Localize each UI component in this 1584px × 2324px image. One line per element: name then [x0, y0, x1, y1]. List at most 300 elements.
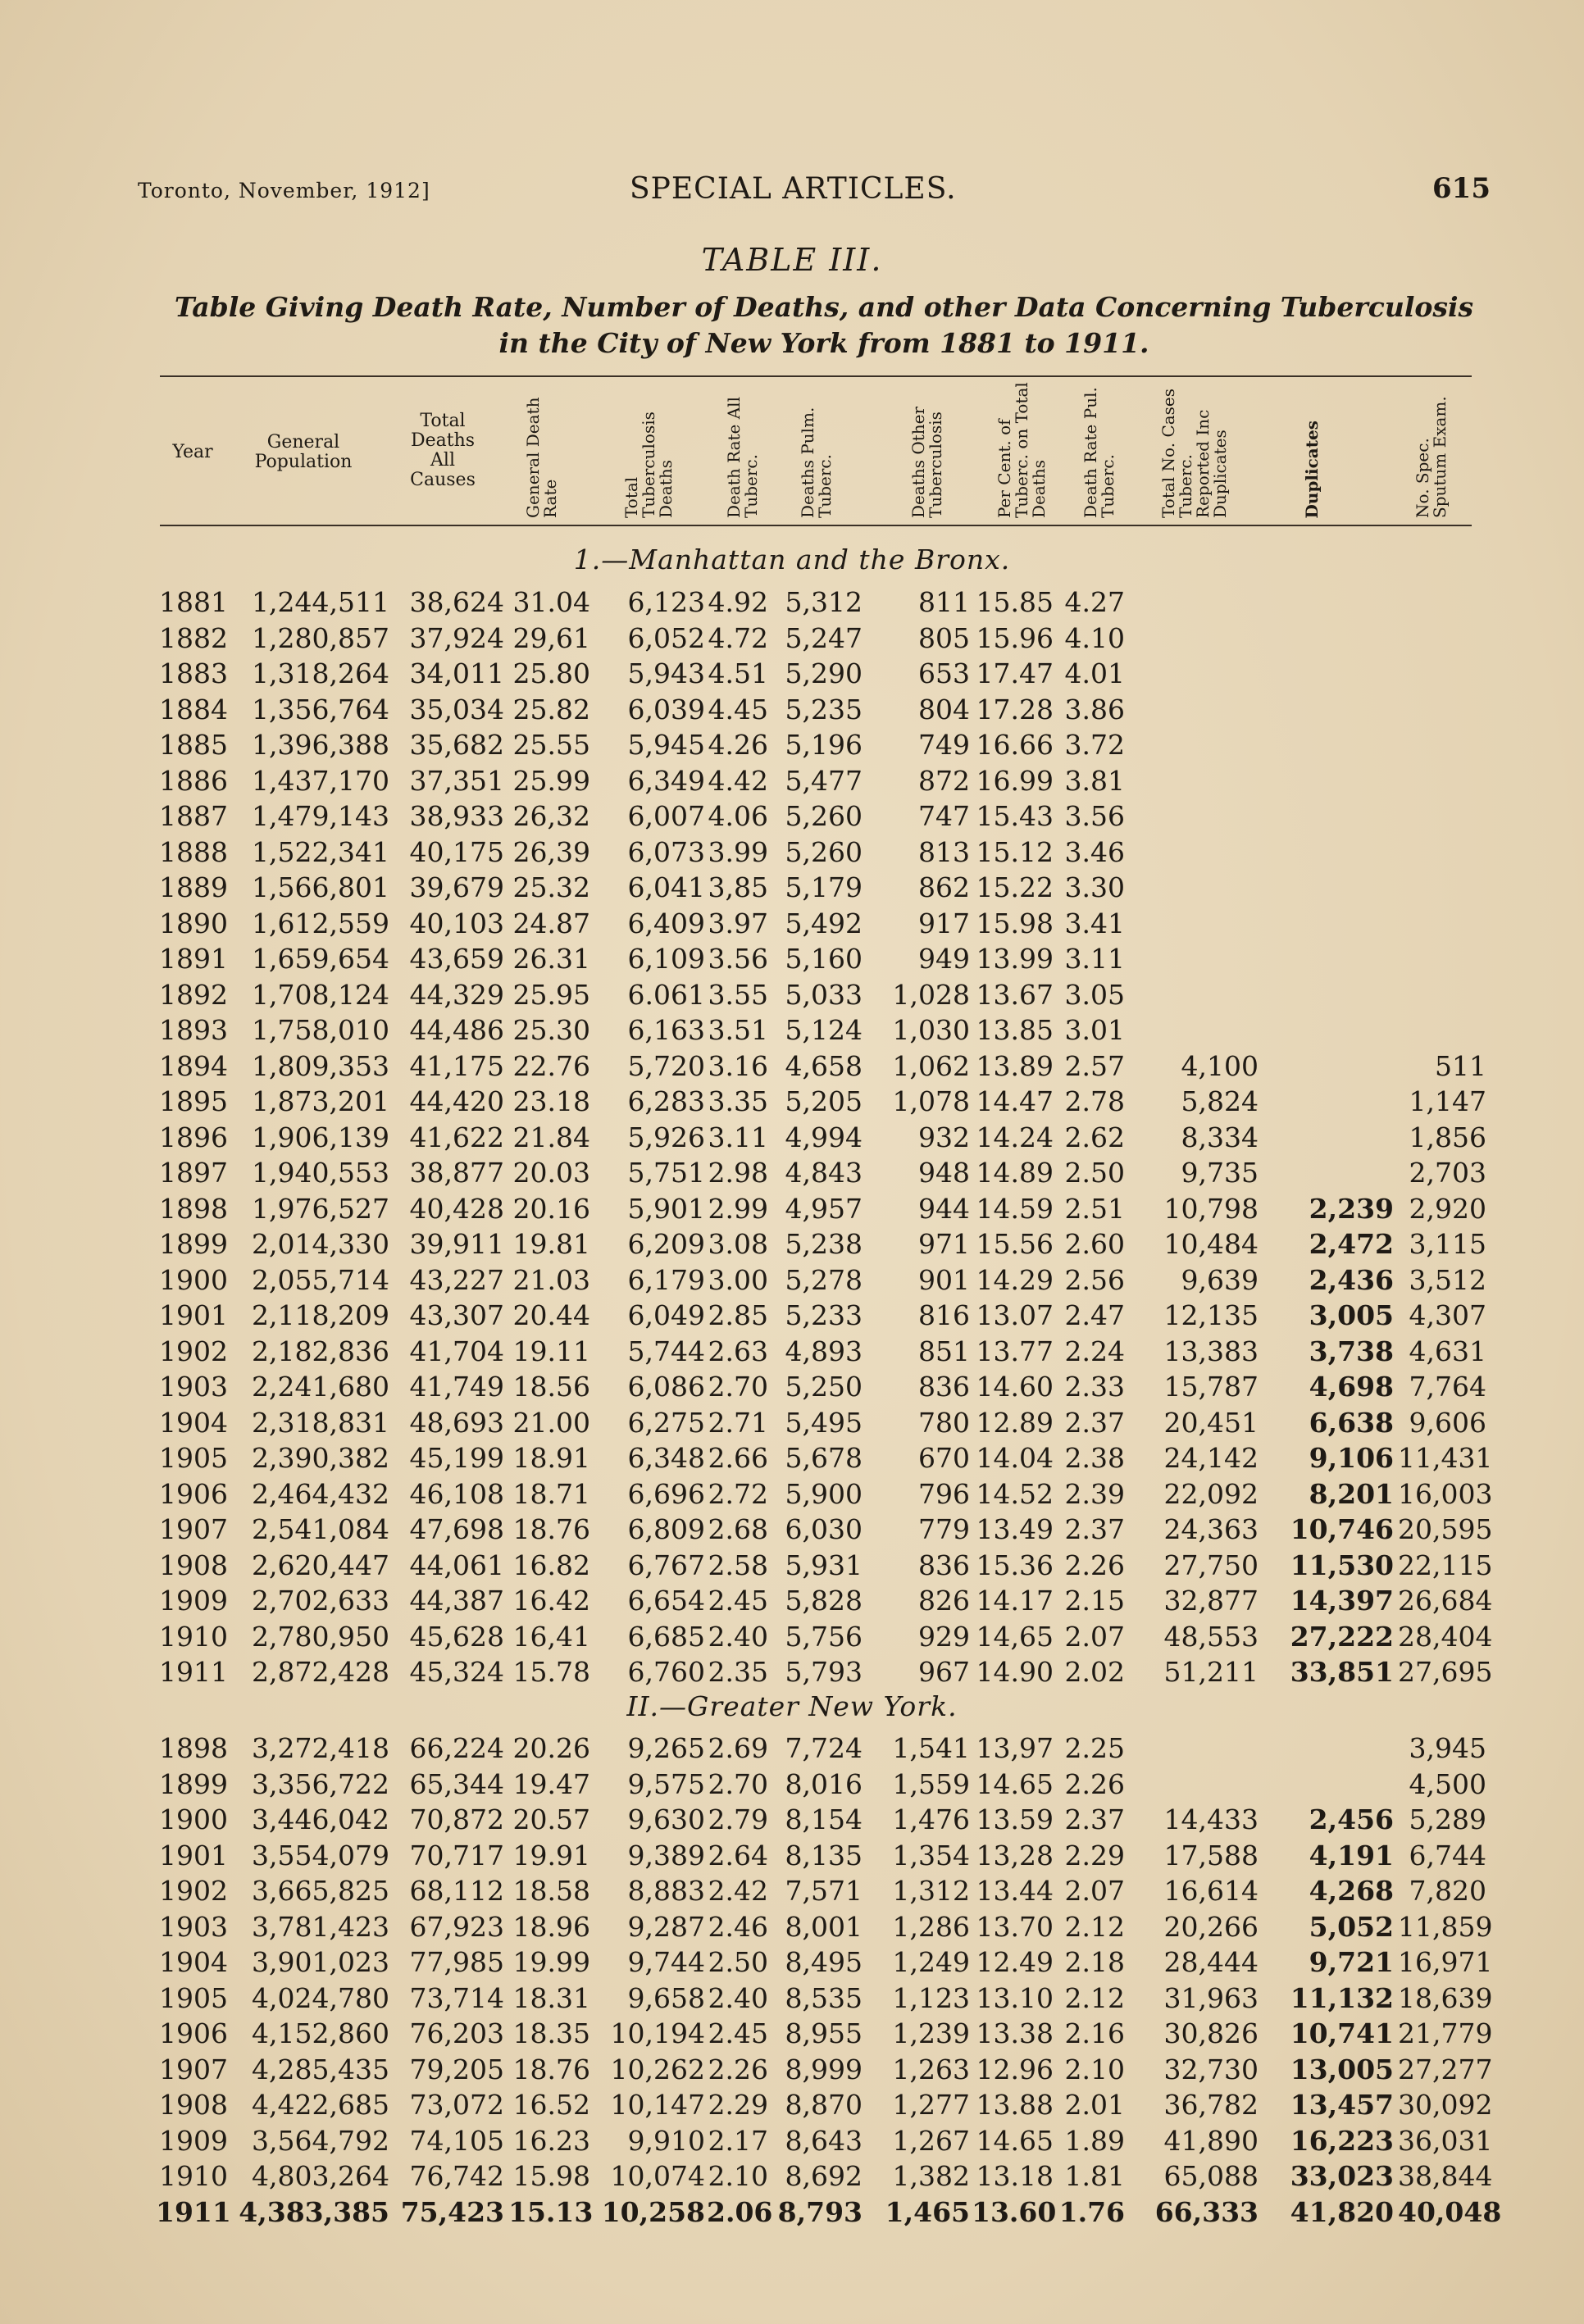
table-cell: 17,588	[1163, 1839, 1259, 1871]
table-cell: 10,147	[610, 2089, 705, 2121]
table-cell: 31,963	[1163, 1981, 1259, 2014]
table-cell: 15.43	[976, 800, 1054, 832]
table-cell: 2,436	[1309, 1263, 1394, 1296]
table-cell: 5,235	[785, 693, 863, 725]
table-cell: 13.89	[976, 1049, 1054, 1082]
table-cell: 9,606	[1409, 1406, 1486, 1439]
table-cell: 4.10	[1064, 621, 1125, 654]
table-cell: 1,244,511	[252, 586, 389, 618]
table-cell: 8,955	[785, 2017, 863, 2049]
table-row	[0, 2196, 1584, 2232]
table-row	[0, 729, 1584, 765]
table-cell: 13.49	[976, 1513, 1054, 1545]
table-cell: 1903	[159, 1910, 228, 1943]
table-cell: 20,595	[1398, 1513, 1493, 1545]
table-cell: 6,744	[1409, 1839, 1486, 1871]
table-cell: 25.95	[512, 978, 590, 1011]
table-cell: 19.99	[512, 1946, 590, 1978]
table-cell: 2,920	[1409, 1192, 1486, 1225]
column-header-general-death-rate: General Death Rate	[523, 397, 560, 518]
table-cell: 2.26	[1064, 1549, 1125, 1581]
table-cell: 2.70	[708, 1767, 768, 1800]
table-cell: 9,389	[627, 1839, 705, 1871]
table-cell: 4,383,385	[239, 2195, 389, 2228]
header-rule	[160, 525, 1472, 526]
table-cell: 4.26	[708, 729, 768, 761]
table-cell: 2.78	[1064, 1085, 1125, 1117]
column-header-death-rate-pul-tuberc: Death Rate Pul. Tuberc.	[1081, 387, 1117, 518]
table-cell: 872	[918, 764, 970, 797]
table-cell: 4,422,685	[252, 2089, 389, 2121]
table-cell: 1,382	[892, 2160, 970, 2192]
table-cell: 3.16	[708, 1049, 768, 1082]
table-cell: 2,872,428	[252, 1656, 389, 1688]
table-cell: 25.30	[512, 1014, 590, 1046]
table-cell: 38,933	[409, 800, 504, 832]
table-cell: 826	[918, 1585, 970, 1617]
table-cell: 1,318,264	[252, 657, 389, 689]
table-cell: 14.89	[976, 1157, 1054, 1189]
table-cell: 7,724	[785, 1732, 863, 1764]
table-cell: 747	[918, 800, 970, 832]
table-cell: 9,287	[627, 1910, 705, 1943]
table-cell: 13.99	[976, 943, 1054, 975]
table-cell: 3,665,825	[252, 1875, 389, 1907]
table-cell: 5,233	[785, 1299, 863, 1331]
table-cell: 13.70	[976, 1910, 1054, 1943]
table-cell: 15.12	[976, 835, 1054, 868]
table-cell: 74,105	[409, 2124, 504, 2157]
table-cell: 16.99	[976, 764, 1054, 797]
table-cell: 1,396,388	[252, 729, 389, 761]
table-cell: 20.57	[512, 1803, 590, 1835]
table-cell: 3.11	[1064, 943, 1125, 975]
table-cell: 3.72	[1064, 729, 1125, 761]
table-cell: 18.56	[512, 1371, 590, 1403]
table-cell: 948	[918, 1157, 970, 1189]
table-cell: 16,003	[1398, 1477, 1493, 1510]
table-cell: 2.40	[708, 1981, 768, 2014]
table-cell: 511	[1435, 1049, 1486, 1082]
table-row	[0, 979, 1584, 1015]
table-cell: 1897	[159, 1157, 228, 1189]
table-cell: 1,263	[892, 2053, 970, 2085]
table-cell: 1.81	[1064, 2160, 1125, 2192]
table-cell: 37,924	[409, 621, 504, 654]
table-cell: 749	[918, 729, 970, 761]
table-cell: 1892	[159, 978, 228, 1011]
table-cell: 805	[918, 621, 970, 654]
table-cell: 1903	[159, 1371, 228, 1403]
table-cell: 8,201	[1309, 1477, 1394, 1510]
table-cell: 5,247	[785, 621, 863, 654]
table-cell: 6,123	[627, 586, 705, 618]
table-cell: 40,175	[409, 835, 504, 868]
table-cell: 2.99	[708, 1192, 768, 1225]
top-rule	[160, 375, 1472, 377]
table-cell: 28,444	[1163, 1946, 1259, 1978]
table-cell: 5,052	[1309, 1910, 1394, 1943]
table-cell: 8,883	[627, 1875, 705, 1907]
table-cell: 25.99	[512, 764, 590, 797]
table-cell: 68,112	[409, 1875, 504, 1907]
table-cell: 33,023	[1290, 2160, 1394, 2192]
table-cell: 4.92	[708, 586, 768, 618]
table-cell: 1906	[159, 2017, 228, 2049]
table-cell: 13,28	[976, 1839, 1054, 1871]
table-cell: 1899	[159, 1767, 228, 1800]
table-cell: 3.01	[1064, 1014, 1125, 1046]
table-body-manhattan	[0, 586, 1584, 1692]
table-cell: 5,931	[785, 1549, 863, 1581]
table-cell: 9,910	[627, 2124, 705, 2157]
table-cell: 17.28	[976, 693, 1054, 725]
table-cell: 14.60	[976, 1371, 1054, 1403]
table-cell: 3.08	[708, 1228, 768, 1260]
table-cell: 3,738	[1309, 1335, 1394, 1367]
table-cell: 41,175	[409, 1049, 504, 1082]
table-cell: 6,007	[627, 800, 705, 832]
table-row	[0, 586, 1584, 622]
table-cell: 35,682	[409, 729, 504, 761]
table-cell: 3.46	[1064, 835, 1125, 868]
table-cell: 20.16	[512, 1192, 590, 1225]
table-row	[0, 1085, 1584, 1121]
table-cell: 48,553	[1163, 1620, 1259, 1653]
table-cell: 36,782	[1163, 2089, 1259, 2121]
table-cell: 3.05	[1064, 978, 1125, 1011]
table-cell: 15.96	[976, 621, 1054, 654]
table-cell: 2.57	[1064, 1049, 1125, 1082]
table-cell: 2.79	[708, 1803, 768, 1835]
table-cell: 7,820	[1409, 1875, 1486, 1907]
table-cell: 17.47	[976, 657, 1054, 689]
table-cell: 41,890	[1163, 2124, 1259, 2157]
table-cell: 13.88	[976, 2089, 1054, 2121]
table-cell: 6,638	[1309, 1406, 1394, 1439]
table-cell: 3,446,042	[252, 1803, 389, 1835]
table-cell: 1,312	[892, 1875, 970, 1907]
table-cell: 5,943	[627, 657, 705, 689]
table-cell: 1902	[159, 1875, 228, 1907]
table-cell: 10,258	[601, 2195, 705, 2228]
table-cell: 1,940,553	[252, 1157, 389, 1189]
table-cell: 1911	[159, 1656, 228, 1688]
table-cell: 2,702,633	[252, 1585, 389, 1617]
table-cell: 40,428	[409, 1192, 504, 1225]
table-cell: 4,268	[1309, 1875, 1394, 1907]
column-header-deaths-other-tuberculosis: Deaths Other Tuberculosis	[908, 406, 945, 518]
table-cell: 967	[918, 1656, 970, 1688]
table-cell: 15.85	[976, 586, 1054, 618]
table-cell: 5,312	[785, 586, 863, 618]
table-cell: 14,65	[976, 1620, 1054, 1653]
table-cell: 4.06	[708, 800, 768, 832]
table-cell: 2.37	[1064, 1513, 1125, 1545]
table-row	[0, 1982, 1584, 2018]
table-cell: 1905	[159, 1442, 228, 1474]
table-cell: 1,522,341	[252, 835, 389, 868]
table-cell: 971	[918, 1228, 970, 1260]
table-cell: 4,152,860	[252, 2017, 389, 2049]
table-cell: 2,472	[1309, 1228, 1394, 1260]
table-cell: 12.89	[976, 1406, 1054, 1439]
table-cell: 1893	[159, 1014, 228, 1046]
table-row	[0, 1732, 1584, 1768]
table-row	[0, 1549, 1584, 1585]
table-cell: 22,092	[1163, 1477, 1259, 1510]
table-row	[0, 1911, 1584, 1947]
table-cell: 2,780,950	[252, 1620, 389, 1653]
table-row	[0, 1193, 1584, 1229]
table-cell: 15.22	[976, 871, 1054, 903]
table-cell: 2.60	[1064, 1228, 1125, 1260]
table-cell: 1907	[159, 2053, 228, 2085]
table-cell: 5,901	[627, 1192, 705, 1225]
section-heading-manhattan: 1.—Manhattan and the Bronx.	[573, 543, 1011, 575]
column-header-deaths-pulm-tuberc: Deaths Pulm. Tuberc.	[798, 407, 835, 518]
table-cell: 51,211	[1163, 1656, 1259, 1688]
table-cell: 3.55	[708, 978, 768, 1011]
table-cell: 16,614	[1163, 1875, 1259, 1907]
table-cell: 1894	[159, 1049, 228, 1082]
table-cell: 28,404	[1398, 1620, 1493, 1653]
table-cell: 8,135	[785, 1839, 863, 1871]
table-cell: 43,659	[409, 943, 504, 975]
table-row	[0, 1157, 1584, 1193]
table-cell: 1909	[159, 1585, 228, 1617]
table-cell: 3.51	[708, 1014, 768, 1046]
table-cell: 3,564,792	[252, 2124, 389, 2157]
table-cell: 14.24	[976, 1121, 1054, 1153]
table-cell: 2.33	[1064, 1371, 1125, 1403]
table-cell: 7,571	[785, 1875, 863, 1907]
table-cell: 8,692	[785, 2160, 863, 2192]
table-cell: 2,055,714	[252, 1263, 389, 1296]
table-row	[0, 1014, 1584, 1050]
table-cell: 2.72	[708, 1477, 768, 1510]
section-heading-greater-new-york: II.—Greater New York.	[626, 1690, 958, 1722]
table-cell: 5,945	[627, 729, 705, 761]
table-cell: 13.85	[976, 1014, 1054, 1046]
table-cell: 48,693	[409, 1406, 504, 1439]
table-cell: 2.37	[1064, 1803, 1125, 1835]
table-cell: 1,476	[892, 1803, 970, 1835]
table-cell: 1904	[159, 1946, 228, 1978]
column-headers	[0, 379, 1584, 523]
table-cell: 67,923	[409, 1910, 504, 1943]
table-cell: 2.68	[708, 1513, 768, 1545]
table-cell: 66,224	[409, 1732, 504, 1764]
table-cell: 13,005	[1290, 2053, 1394, 2085]
table-cell: 4.01	[1064, 657, 1125, 689]
table-cell: 2.26	[1064, 1767, 1125, 1800]
column-header-total-cases-reported: Total No. Cases Tuberc. Reported Inc Duplicates	[1158, 388, 1230, 518]
table-cell: 2.69	[708, 1732, 768, 1764]
table-cell: 5,678	[785, 1442, 863, 1474]
table-cell: 2.17	[708, 2124, 768, 2157]
table-cell: 8,793	[777, 2195, 863, 2228]
table-cell: 2.29	[708, 2089, 768, 2121]
table-cell: 6,086	[627, 1371, 705, 1403]
table-cell: 1,758,010	[252, 1014, 389, 1046]
table-cell: 14.65	[976, 2124, 1054, 2157]
table-cell: 1,078	[892, 1085, 970, 1117]
table-cell: 944	[918, 1192, 970, 1225]
table-cell: 1889	[159, 871, 228, 903]
table-row	[0, 1478, 1584, 1514]
table-cell: 3,554,079	[252, 1839, 389, 1871]
table-cell: 862	[918, 871, 970, 903]
table-cell: 1,239	[892, 2017, 970, 2049]
table-cell: 8,154	[785, 1803, 863, 1835]
table-cell: 1,659,654	[252, 943, 389, 975]
table-cell: 2.06	[707, 2195, 773, 2228]
table-cell: 2,239	[1309, 1192, 1394, 1225]
table-cell: 9,106	[1309, 1442, 1394, 1474]
table-cell: 2.45	[708, 1585, 768, 1617]
table-cell: 29,61	[512, 621, 590, 654]
table-cell: 16.52	[512, 2089, 590, 2121]
table-cell: 8,999	[785, 2053, 863, 2085]
table-cell: 1885	[159, 729, 228, 761]
table-cell: 779	[918, 1513, 970, 1545]
table-cell: 2.12	[1064, 1910, 1125, 1943]
table-cell: 14.29	[976, 1263, 1054, 1296]
table-cell: 21.03	[512, 1263, 590, 1296]
column-header-duplicates: Duplicates	[1302, 420, 1322, 518]
table-cell: 1888	[159, 835, 228, 868]
table-cell: 4.45	[708, 693, 768, 725]
table-cell: 12.49	[976, 1946, 1054, 1978]
table-cell: 3.11	[708, 1121, 768, 1153]
table-cell: 5,196	[785, 729, 863, 761]
table-cell: 21,779	[1398, 2017, 1493, 2049]
table-cell: 2.18	[1064, 1946, 1125, 1978]
table-cell: 6,809	[627, 1513, 705, 1545]
table-cell: 3,005	[1309, 1299, 1394, 1331]
table-cell: 9,575	[627, 1767, 705, 1800]
table-row	[0, 2089, 1584, 2125]
table-cell: 1900	[159, 1803, 228, 1835]
table-cell: 6,685	[627, 1620, 705, 1653]
table-cell: 2.07	[1064, 1620, 1125, 1653]
table-cell: 10,194	[610, 2017, 705, 2049]
table-cell: 1,286	[892, 1910, 970, 1943]
table-cell: 1905	[159, 1981, 228, 2014]
table-row	[0, 1050, 1584, 1086]
table-cell: 1902	[159, 1335, 228, 1367]
table-cell: 20.26	[512, 1732, 590, 1764]
table-cell: 2.85	[708, 1299, 768, 1331]
table-cell: 4,024,780	[252, 1981, 389, 2014]
table-cell: 2.46	[708, 1910, 768, 1943]
table-row	[0, 943, 1584, 979]
table-row	[0, 1407, 1584, 1443]
table-cell: 2,541,084	[252, 1513, 389, 1545]
table-cell: 6,049	[627, 1299, 705, 1331]
table-cell: 5,793	[785, 1656, 863, 1688]
table-cell: 3,115	[1409, 1228, 1486, 1260]
table-cell: 66,333	[1154, 2195, 1259, 2228]
table-row	[0, 765, 1584, 801]
table-cell: 10,074	[610, 2160, 705, 2192]
table-cell: 26,39	[512, 835, 590, 868]
table-cell: 1,123	[892, 1981, 970, 2014]
table-cell: 77,985	[409, 1946, 504, 1978]
table-cell: 13,383	[1163, 1335, 1259, 1367]
table-cell: 33,851	[1290, 1656, 1394, 1688]
table-cell: 24,142	[1163, 1442, 1259, 1474]
table-cell: 2.98	[708, 1157, 768, 1189]
table-cell: 3,272,418	[252, 1732, 389, 1764]
table-cell: 14.65	[976, 1767, 1054, 1800]
table-cell: 1,147	[1409, 1085, 1486, 1117]
table-cell: 3.56	[708, 943, 768, 975]
table-cell: 6,041	[627, 871, 705, 903]
table-cell: 8,334	[1181, 1121, 1259, 1153]
table-cell: 18.76	[512, 2053, 590, 2085]
table-cell: 670	[918, 1442, 970, 1474]
table-cell: 3.86	[1064, 693, 1125, 725]
table-cell: 3.30	[1064, 871, 1125, 903]
table-cell: 5,926	[627, 1121, 705, 1153]
table-cell: 13.18	[976, 2160, 1054, 2192]
table-cell: 20.44	[512, 1299, 590, 1331]
table-cell: 22,115	[1398, 1549, 1493, 1581]
table-cell: 3,945	[1409, 1732, 1486, 1764]
table-cell: 1,566,801	[252, 871, 389, 903]
table-row	[0, 657, 1584, 694]
table-cell: 27,750	[1163, 1549, 1259, 1581]
table-cell: 45,324	[409, 1656, 504, 1688]
table-cell: 1,906,139	[252, 1121, 389, 1153]
column-header-death-rate-all-tuberc: Death Rate All Tuberc.	[724, 397, 761, 518]
table-cell: 5,492	[785, 907, 863, 939]
table-cell: 4,957	[785, 1192, 863, 1225]
table-cell: 30,826	[1163, 2017, 1259, 2049]
table-cell: 27,277	[1398, 2053, 1493, 2085]
table-cell: 3.81	[1064, 764, 1125, 797]
table-cell: 5,160	[785, 943, 863, 975]
table-cell: 2.07	[1064, 1875, 1125, 1907]
table-cell: 1882	[159, 621, 228, 654]
table-cell: 16.23	[512, 2124, 590, 2157]
table-cell: 6,179	[627, 1263, 705, 1296]
table-cell: 5,744	[627, 1335, 705, 1367]
table-cell: 15.36	[976, 1549, 1054, 1581]
table-cell: 76,742	[409, 2160, 504, 2192]
table-cell: 1,976,527	[252, 1192, 389, 1225]
table-cell: 2.40	[708, 1620, 768, 1653]
table-cell: 4,500	[1409, 1767, 1486, 1800]
table-cell: 2.62	[1064, 1121, 1125, 1153]
table-cell: 2.63	[708, 1335, 768, 1367]
table-row	[0, 1335, 1584, 1371]
table-row	[0, 1656, 1584, 1692]
table-cell: 15,787	[1163, 1371, 1259, 1403]
table-cell: 32,877	[1163, 1585, 1259, 1617]
table-cell: 6,760	[627, 1656, 705, 1688]
table-cell: 65,344	[409, 1767, 504, 1800]
table-cell: 40,103	[409, 907, 504, 939]
table-cell: 8,535	[785, 1981, 863, 2014]
table-cell: 1901	[159, 1299, 228, 1331]
table-cell: 4.27	[1064, 586, 1125, 618]
table-row	[0, 2017, 1584, 2053]
table-cell: 5,260	[785, 800, 863, 832]
table-cell: 41,820	[1290, 2195, 1394, 2228]
